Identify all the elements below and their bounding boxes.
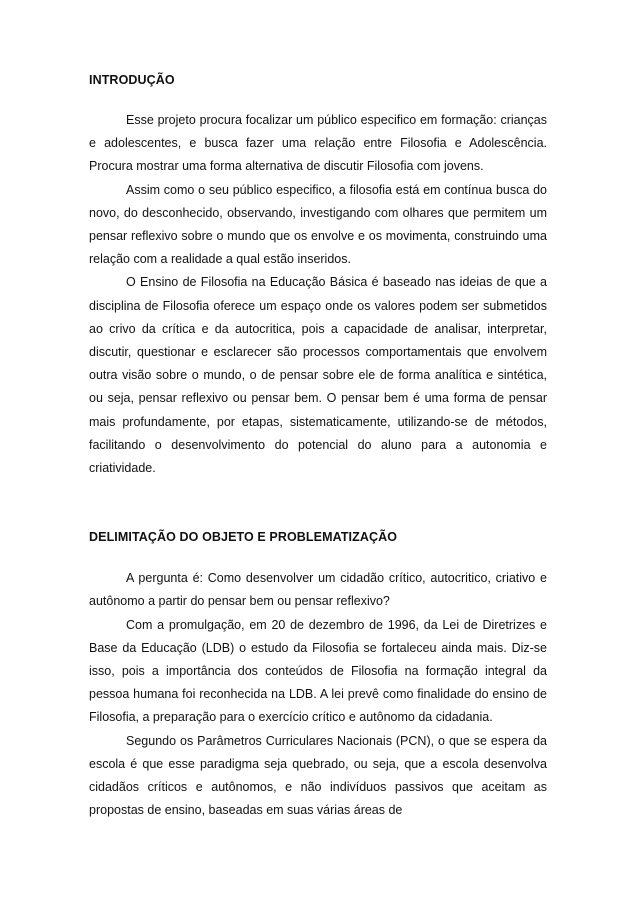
paragraph: Esse projeto procura focalizar um público especifico em formação: crianças e adolescentes, e busca fazer uma relação entre Filosofia e Adolescência. Procura mostrar uma forma alternativa de discutir Filosofia com jovens.: [89, 113, 547, 174]
section-delimitacao: [89, 527, 547, 822]
paragraph: Assim como o seu público especifico, a filosofia está em contínua busca do novo, do desconhecido, observando, investigando com olhares que permitem um pensar reflexivo sobre o mundo que os envolve e os movimenta, construindo uma relação com a realidade a qual estão inseridos.: [89, 182, 547, 267]
paragraph: A pergunta é: Como desenvolver um cidadão crítico, autocritico, criativo e autônomo a partir do pensar bem ou pensar reflexivo?: [89, 571, 547, 609]
paragraph: O Ensino de Filosofia na Educação Básica é baseado nas ideias de que a disciplina de Filosofia oferece um espaço onde os valores podem ser submetidos ao crivo da crítica e da autocritica, pois a capacidade de analisar, interpretar, discutir, questionar e esclarecer são processos comportamentais que envolvem outra visão sobre o mundo, o de pensar sobre ele de forma analítica e sintética, ou seja, pensar reflexivo ou pensar bem. O pensar bem é uma forma de pensar mais profundamente, por etapas, sistematicamente, utilizando-se de métodos, facilitando o desenvolvimento do potencial do aluno para a autonomia e criatividade.: [89, 275, 547, 476]
section-introducao: [89, 70, 547, 480]
section-heading: INTRODUÇÃO: [89, 73, 175, 87]
paragraph: Com a promulgação, em 20 de dezembro de 1996, da Lei de Diretrizes e Base da Educação (LDB) o estudo da Filosofia se fortaleceu ainda mais. Diz-se isso, pois a importância dos conteúdos de Filosofia na formação integral da pessoa humana foi reconhecida na LDB. A lei prevê como finalidade do ensino de Filosofia, a preparação para o exercício crítico e autônomo da cidadania.: [89, 617, 547, 725]
section-heading: DELIMITAÇÃO DO OBJETO E PROBLEMATIZAÇÃO: [89, 530, 398, 545]
document-page: [89, 70, 547, 822]
paragraph: Segundo os Parâmetros Curriculares Nacionais (PCN), o que se espera da escola é que esse paradigma seja quebrado, ou seja, que a escola desenvolva cidadãos críticos e autônomos, e não indivíduos passivos que aceitam as propostas de ensino, baseadas em suas várias áreas de: [89, 733, 547, 818]
